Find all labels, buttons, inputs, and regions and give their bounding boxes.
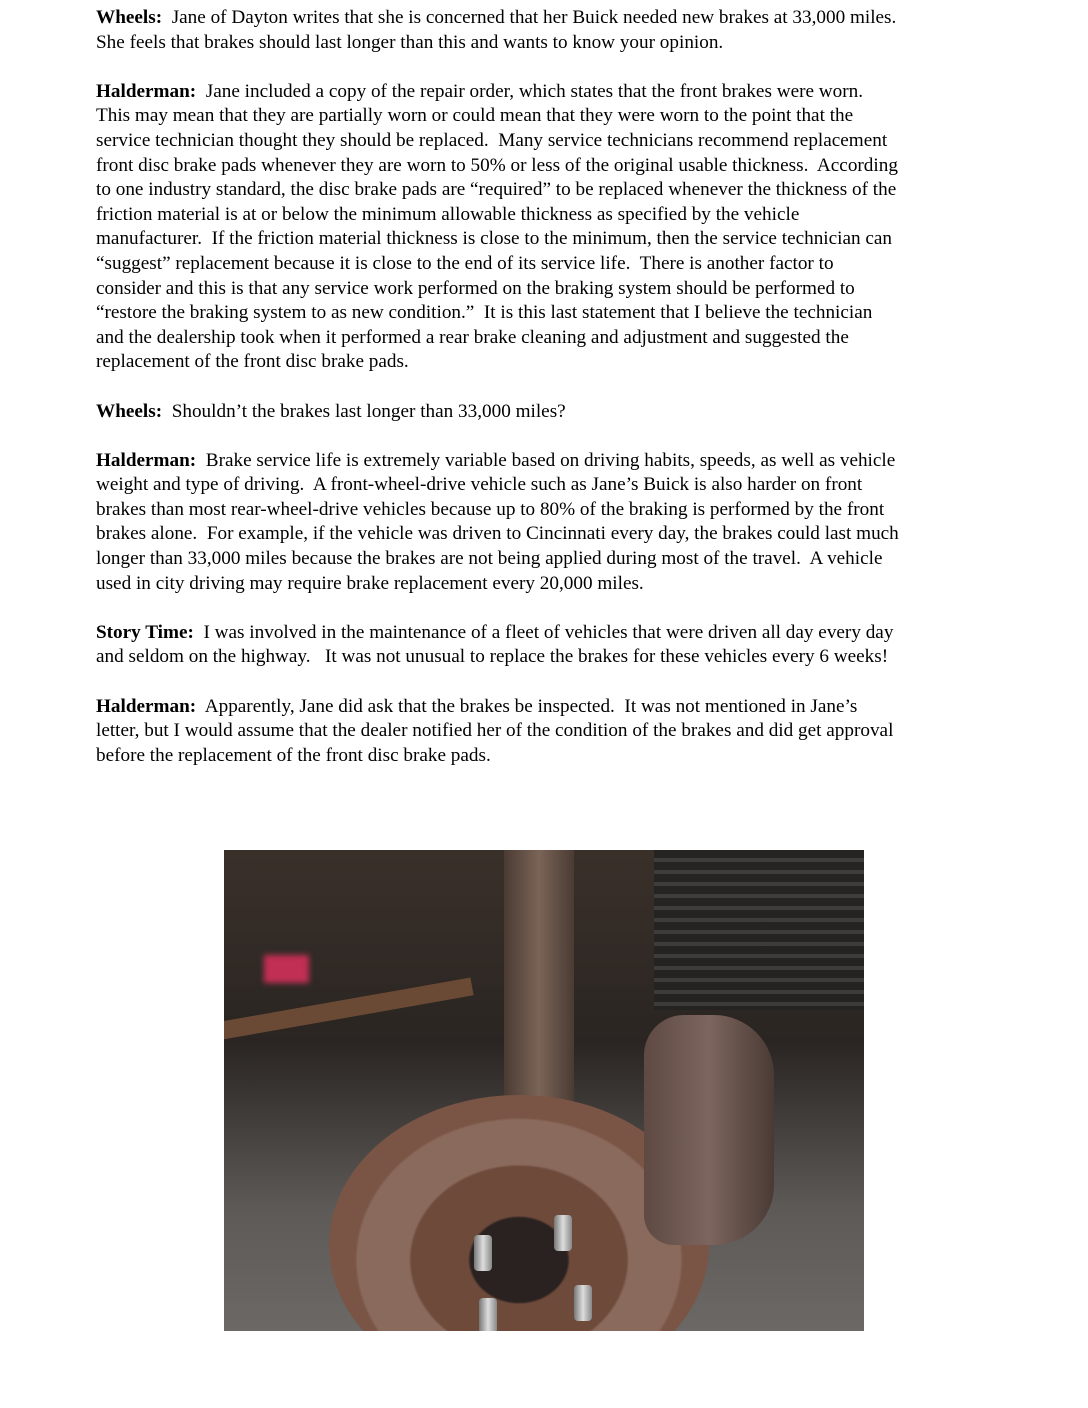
line-text: to one industry standard, the disc brake pads are “required” to be replaced whenever the thickness of the — [96, 179, 897, 201]
qa-paragraph — [96, 400, 1016, 425]
line-text: letter, but I would assume that the dealer notified her of the condition of the brakes and did get approval — [96, 720, 894, 742]
paragraph-line — [96, 473, 1016, 498]
paragraph-line — [96, 227, 1016, 252]
line-text: Apparently, Jane did ask that the brakes be inspected. It was not mentioned in Jane’s — [204, 695, 858, 717]
paragraph-line — [96, 449, 1016, 474]
photo-wheel-stud — [574, 1285, 592, 1321]
speaker-label: Halderman: — [96, 695, 197, 717]
photo-brake-caliper — [644, 1015, 774, 1245]
qa-paragraph — [96, 449, 1016, 597]
paragraph-line — [96, 154, 1016, 179]
paragraph-line — [96, 301, 1016, 326]
paragraph-line — [96, 719, 1016, 744]
photo-wheel-stud — [554, 1215, 572, 1251]
line-text: Shouldn’t the brakes last longer than 33,000 miles? — [171, 400, 566, 422]
photo-red-mark — [264, 955, 309, 983]
speaker-label: Halderman: — [96, 449, 197, 471]
line-text: and the dealership took when it performed a rear brake cleaning and adjustment and suggested the — [96, 326, 849, 348]
line-text: friction material is at or below the minimum allowable thickness as specified by the vehicle — [96, 203, 800, 225]
line-text: “restore the braking system to as new condition.” It is this last statement that I believe the technician — [96, 302, 873, 324]
paragraph-line — [96, 522, 1016, 547]
line-text: manufacturer. If the friction material thickness is close to the minimum, then the service technician can — [96, 228, 892, 250]
paragraph-line — [96, 621, 1016, 646]
qa-paragraph — [96, 6, 1016, 55]
paragraph-line — [96, 104, 1016, 129]
line-text: Jane of Dayton writes that she is concerned that her Buick needed new brakes at 33,000 miles. — [171, 7, 897, 28]
paragraph-line — [96, 695, 1016, 720]
qa-paragraph — [96, 80, 1016, 375]
line-text: Brake service life is extremely variable based on driving habits, speeds, as well as vehicle — [205, 449, 896, 471]
qa-paragraph — [96, 695, 1016, 769]
paragraph-line — [96, 178, 1016, 203]
line-text: before the replacement of the front disc brake pads. — [96, 744, 491, 766]
line-text: replacement of the front disc brake pads. — [96, 351, 409, 373]
line-text: Jane included a copy of the repair order, which states that the front brakes were worn. — [205, 80, 864, 102]
paragraph-line — [96, 129, 1016, 154]
photo-wheel-stud — [479, 1298, 497, 1331]
paragraph-line — [96, 277, 1016, 302]
paragraph-line — [96, 645, 1016, 670]
line-text: brakes alone. For example, if the vehicle was driven to Cincinnati every day, the brakes could last much — [96, 523, 899, 545]
paragraph-line — [96, 744, 1016, 769]
line-text: “suggest” replacement because it is close to the end of its service life. There is another factor to — [96, 252, 834, 274]
qa-paragraph — [96, 621, 1016, 670]
line-text: I was involved in the maintenance of a fleet of vehicles that were driven all day every day — [203, 621, 894, 643]
line-text: longer than 33,000 miles because the brakes are not being applied during most of the travel. A vehicle — [96, 548, 883, 570]
paragraph-line — [96, 400, 1016, 425]
brake-rotor-photo — [224, 850, 864, 1331]
line-text: service technician thought they should be replaced. Many service technicians recommend replacement — [96, 129, 888, 151]
paragraph-line — [96, 572, 1016, 597]
paragraph-line — [96, 350, 1016, 375]
paragraph-line — [96, 80, 1016, 105]
paragraph-line — [96, 203, 1016, 228]
paragraph-line — [96, 31, 1016, 56]
paragraph-line — [96, 6, 1016, 31]
line-text: front disc brake pads whenever they are worn to 50% or less of the original usable thickness. According — [96, 154, 898, 176]
speaker-label: Halderman: — [96, 80, 197, 102]
paragraph-line — [96, 498, 1016, 523]
line-text: consider and this is that any service work performed on the braking system should be performed to — [96, 277, 855, 299]
photo-wheel-stud — [474, 1235, 492, 1271]
paragraph-line — [96, 547, 1016, 572]
line-text: and seldom on the highway. It was not unusual to replace the brakes for these vehicles every 6 weeks! — [96, 646, 889, 668]
line-text: weight and type of driving. A front-wheel-drive vehicle such as Jane’s Buick is also harder on front — [96, 474, 863, 496]
speaker-label: Wheels: — [96, 400, 163, 422]
paragraph-line — [96, 326, 1016, 351]
photo-radiator — [654, 850, 864, 1010]
line-text: used in city driving may require brake replacement every 20,000 miles. — [96, 572, 644, 594]
paragraph-line — [96, 252, 1016, 277]
line-text: She feels that brakes should last longer than this and wants to know your opinion. — [96, 31, 724, 53]
speaker-label: Story Time: — [96, 621, 194, 643]
line-text: brakes than most rear-wheel-drive vehicles because up to 80% of the braking is performed by the front — [96, 498, 885, 520]
photo-tie-rod — [224, 978, 474, 1041]
speaker-label: Wheels: — [96, 7, 163, 28]
document-body — [96, 6, 1016, 793]
line-text: This may mean that they are partially worn or could mean that they were worn to the point that the — [96, 105, 854, 127]
